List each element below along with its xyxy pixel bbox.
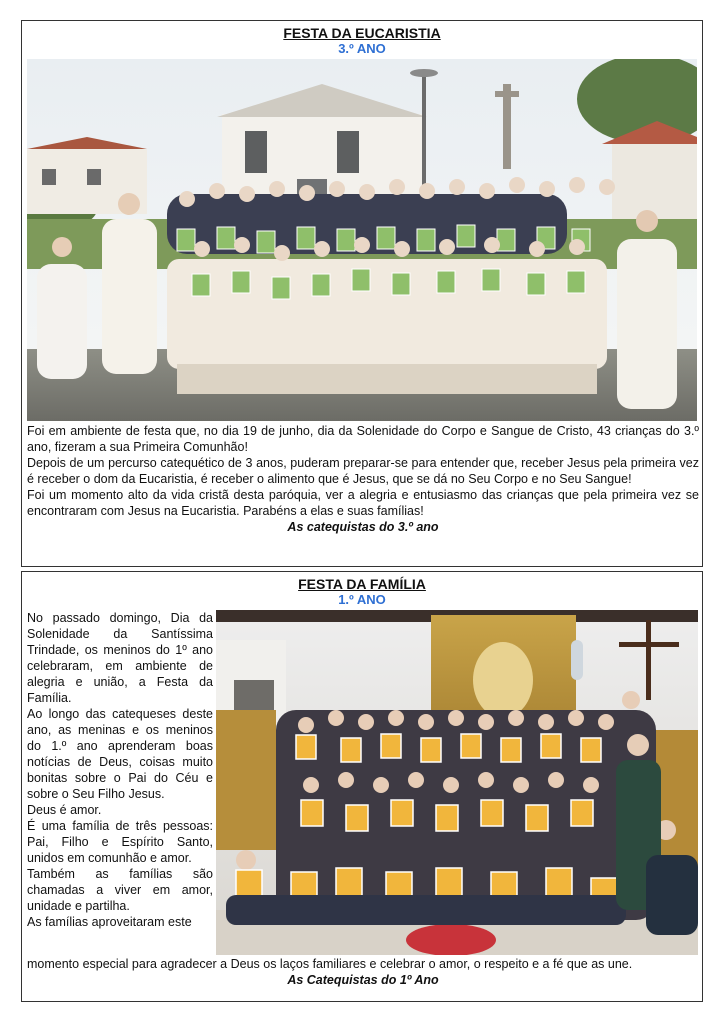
section2-signature: As Catequistas do 1º Ano: [287, 973, 439, 987]
section2-paragraph-7: momento especial para agradecer a Deus os laços familiares e celebrar o amor, o respeito e a fé que as une.: [27, 957, 633, 971]
section2-paragraph-1: No passado domingo, Dia da Solenidade da Santíssima Trindade, os meninos do 1º ano celebraram, em ambiente de alegria e união, a Festa da Família.: [27, 611, 213, 705]
section2-paragraph-3: Deus é amor.: [27, 803, 102, 817]
section1-paragraph-1: Foi em ambiente de festa que, no dia 19 de junho, dia da Solenidade do Corpo e Sangue de Cristo, 43 crianças do 3.º ano, fizeram a sua Primeira Comunhão!: [27, 424, 699, 454]
section1-paragraph-3: Foi um momento alto da vida cristã desta paróquia, ver a alegria e entusiasmo das crianças que pela primeira vez se encontraram com Jesus na Eucaristia. Parabéns a elas e suas famílias!: [27, 488, 699, 518]
section1-signature: As catequistas do 3.º ano: [287, 520, 439, 534]
article-festa-eucaristia: [21, 20, 703, 567]
section2-paragraph-2: Ao longo das catequeses deste ano, as meninas e os meninos do 1.º ano aprenderam boas notícias de Deus, coisas muito bonitas sobre o Pai do Céu e sobre o Seu Filho Jesus.: [27, 707, 213, 801]
section1-title: FESTA DA EUCARISTIA: [283, 25, 441, 41]
section2-subtitle: 1.º ANO: [338, 592, 386, 607]
section2-text-bottom: [27, 956, 699, 988]
familia-group-photo: [216, 610, 698, 955]
section2-paragraph-6: As famílias aproveitaram este: [27, 915, 192, 929]
section2-text-left: [27, 610, 213, 930]
section2-paragraph-5: Também as famílias são chamadas a viver em amor, unidade e partilha.: [27, 867, 213, 913]
section1-subtitle: 3.º ANO: [338, 41, 386, 56]
eucaristia-group-photo: [27, 59, 697, 421]
article-festa-familia: [21, 571, 703, 1002]
section2-paragraph-4: É uma família de três pessoas: Pai, Filho e Espírito Santo, unidos em comunhão e amor.: [27, 819, 213, 865]
section1-text: [27, 423, 699, 535]
section1-paragraph-2: Depois de um percurso catequético de 3 anos, puderam preparar-se para entender que, receber Jesus pela primeira vez é receber o dom da Eucaristia, é receber o alimento que é Jesus, que se dá no Seu Corpo e no Seu Sangue!: [27, 456, 699, 486]
section2-title: FESTA DA FAMÍLIA: [298, 576, 426, 592]
